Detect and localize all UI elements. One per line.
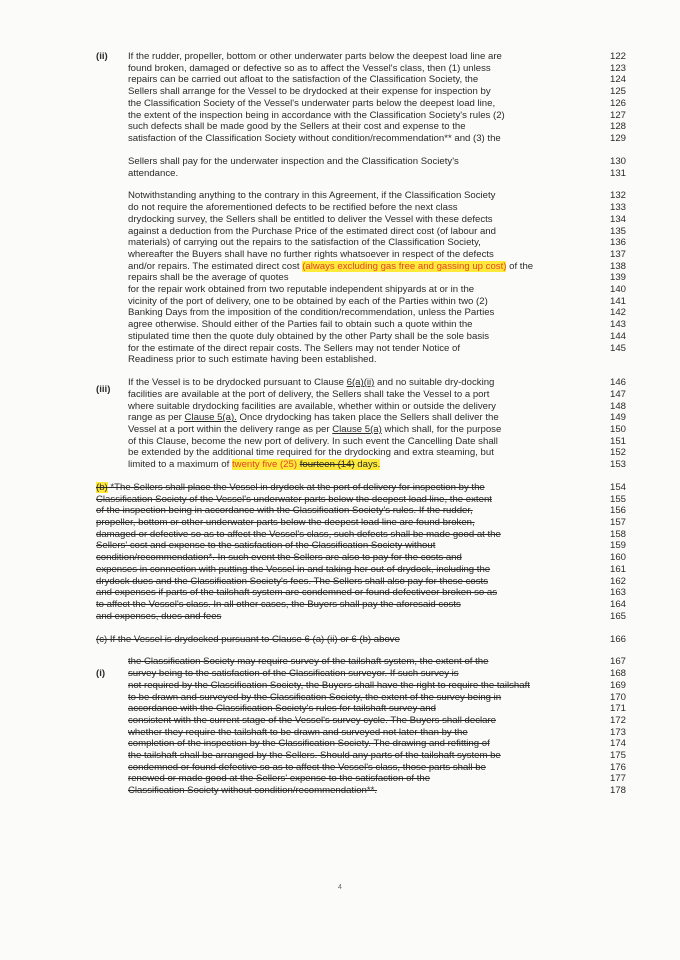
line-number: 148	[609, 400, 626, 412]
text-segment: against a deduction from the Purchase Price of the estimated direct cost (of labour and	[128, 225, 496, 237]
text-segment: of this Clause, become the new port of delivery. In such event the Cancelling Date shall	[128, 435, 498, 447]
text-line	[128, 459, 380, 471]
text-segment: not required by the Classification Society, the Buyers shall have the right to require the tailshaft	[128, 679, 530, 691]
line-number: 137	[609, 248, 626, 260]
text-segment: Sellers shall arrange for the Vessel to be drydocked at their expense for inspection by	[128, 86, 491, 98]
text-line	[96, 552, 462, 564]
text-segment: (c) If the Vessel is drydocked pursuant to Clause 6 (a) (ii) or 6 (b) above	[96, 633, 400, 645]
text-segment: and no suitable dry-docking	[374, 377, 495, 389]
text-segment: and expenses if parts of the tailshaft system are condemned or found defectiveor broken so as	[96, 587, 498, 599]
text-line	[128, 656, 488, 668]
text-segment: drydocking survey, the Sellers shall be entitled to deliver the Vessel with these defects	[128, 213, 493, 225]
text-segment: found broken, damaged or defective so as to affect the Vessel's class, then (1) unless	[128, 62, 491, 74]
text-segment: to be drawn and surveyed by the Classification Society, the extent of the survey being in	[128, 691, 502, 703]
text-segment: attendance.	[128, 167, 179, 179]
line-number: 172	[609, 714, 626, 726]
line-number: 128	[609, 121, 626, 133]
line-number: 160	[609, 552, 626, 564]
line-number: 178	[609, 785, 626, 797]
text-segment: to affect the Vessel's class. In all other cases, the Buyers shall pay the aforesaid costs	[96, 598, 461, 610]
text-segment: condemned or found defective so as to affect the Vessel's class, those parts shall be	[128, 761, 486, 773]
line-number: 145	[609, 342, 626, 354]
text-segment: whether they require the tailshaft to be drawn and surveyed not later than by the	[128, 726, 468, 738]
text-segment: (always excluding gas free and gassing up cost)	[302, 260, 507, 272]
line-number: 155	[609, 493, 626, 505]
text-line	[128, 202, 458, 214]
text-segment: Sellers shall pay for the underwater inspection and the Classification Society's	[128, 155, 459, 167]
text-segment: completion of the inspection by the Classification Society. The drawing and refitting of	[128, 738, 490, 750]
text-segment: for the repair work obtained from two reputable independent shipyards at or in the	[128, 284, 475, 295]
text-line	[128, 668, 459, 680]
text-line	[128, 133, 501, 145]
text-line	[96, 634, 400, 646]
line-number: 168	[609, 668, 626, 680]
line-number: 156	[609, 505, 626, 517]
text-line	[128, 692, 501, 704]
line-number: 157	[609, 517, 626, 528]
page-number: 4	[338, 884, 342, 891]
line-number: 169	[609, 679, 626, 691]
text-line	[96, 517, 475, 529]
line-number: 158	[609, 528, 626, 540]
text-segment: Vessel at a port within the delivery range as per	[128, 423, 333, 435]
line-number: 122	[609, 51, 626, 62]
line-number: 125	[609, 86, 626, 98]
text-segment: agree otherwise. Should either of the Parties fail to obtain such a quote within the	[128, 319, 473, 331]
text-line	[128, 401, 496, 413]
text-segment: satisfaction of the Classification Society without condition/recommendation** and (3) the	[128, 132, 501, 144]
text-segment: condition/recommendation*. In such event the Sellers are also to pay for the costs and	[96, 552, 462, 564]
text-segment: do not require the aforementioned defects to be rectified before the next class	[128, 202, 458, 214]
line-number: 146	[609, 377, 626, 389]
text-line	[128, 110, 505, 122]
text-segment: propeller, bottom or other underwater parts below the deepest load line are found broken,	[96, 517, 475, 528]
text-segment: If the Vessel is to be drydocked pursuant to Clause	[128, 377, 347, 389]
text-line	[128, 343, 460, 355]
text-segment: Sellers' cost and expense to the satisfaction of the Classification Society without	[96, 540, 436, 552]
text-segment: Readiness prior to such estimate having been established.	[128, 354, 377, 366]
line-number: 130	[609, 155, 626, 167]
line-number: 170	[609, 691, 626, 703]
text-segment: repairs can be carried out afloat to the satisfaction of the Classification Society, the	[128, 74, 479, 86]
line-number: 174	[609, 738, 626, 750]
line-number: 124	[609, 74, 626, 86]
clause-label: (ii)	[96, 51, 108, 62]
text-line	[96, 540, 435, 552]
text-line	[128, 424, 501, 436]
text-line	[128, 51, 502, 63]
line-number: 129	[609, 132, 626, 144]
line-number: 176	[609, 761, 626, 773]
text-line	[96, 505, 473, 517]
text-segment: Notwithstanding anything to the contrary in this Agreement, if the Classification Society	[128, 190, 496, 202]
text-line	[96, 611, 221, 623]
text-line	[128, 750, 501, 762]
text-line	[128, 214, 493, 226]
text-line	[128, 436, 498, 448]
text-line	[128, 412, 499, 424]
text-segment: days.	[354, 459, 381, 470]
text-line	[128, 190, 495, 202]
text-line	[128, 284, 474, 296]
text-line	[96, 576, 488, 588]
text-line	[128, 389, 489, 401]
line-number: 134	[609, 213, 626, 225]
text-segment: the Classification Society of the Vessel's underwater parts below the deepest load line,	[128, 97, 496, 109]
line-number: 171	[609, 703, 626, 715]
text-line	[128, 121, 466, 133]
text-line	[128, 703, 436, 715]
text-segment: where suitable drydocking facilities are available, whether within or outside the delivery	[128, 400, 496, 412]
text-line	[128, 447, 494, 459]
text-segment: and expenses, dues and fees	[96, 610, 222, 622]
text-line	[128, 773, 430, 785]
text-segment: facilities are available at the port of delivery, the Sellers shall take the Vessel to a port	[128, 388, 490, 400]
text-segment: 6(a)(ii)	[346, 377, 375, 389]
line-number: 135	[609, 225, 626, 237]
text-line	[128, 98, 495, 110]
text-line	[96, 482, 485, 494]
line-number: 144	[609, 330, 626, 342]
text-segment: which shall, for the purpose	[381, 423, 502, 435]
line-number: 153	[609, 459, 626, 470]
text-line	[128, 272, 289, 284]
line-number: 152	[609, 447, 626, 459]
line-number: 126	[609, 97, 626, 109]
line-number: 149	[609, 412, 626, 424]
line-number: 143	[609, 319, 626, 331]
line-number: 142	[609, 307, 626, 319]
line-number: 166	[609, 633, 626, 645]
text-line	[128, 249, 494, 261]
text-segment: of the inspection being in accordance with the Classification Society's rules. If the rudder,	[96, 505, 473, 517]
text-line	[128, 226, 496, 238]
text-segment: Banking Days from the imposition of the condition/recommendation, unless the Parties	[128, 307, 495, 319]
line-number: 132	[609, 190, 626, 202]
line-number: 164	[609, 598, 626, 610]
line-number: 162	[609, 575, 626, 587]
text-segment: such defects shall be made good by the Sellers at their cost and expense to the	[128, 121, 466, 133]
text-line	[128, 74, 478, 86]
text-line	[128, 237, 481, 249]
text-segment: repairs shall be the average of quotes	[128, 272, 289, 284]
text-segment: Classification Society without condition/recommendation**.	[128, 785, 378, 797]
text-line	[128, 377, 494, 389]
clause-label: (iii)	[96, 384, 111, 395]
text-line	[128, 307, 494, 319]
text-segment: Clause 5(a)	[332, 423, 382, 435]
text-segment: and/or repairs. The estimated direct cost	[128, 260, 303, 272]
text-segment: be extended by the additional time required for the drydocking and extra steaming, but	[128, 447, 494, 459]
text-segment: accordance with the Classification Society's rules for tailshaft survey and	[128, 703, 436, 715]
text-segment: Clause 5(a).	[184, 412, 237, 424]
text-segment: drydock dues and the Classification Society's fees. The Sellers shall also pay for these costs	[96, 575, 488, 587]
text-line	[128, 86, 491, 98]
text-segment: If the rudder, propeller, bottom or other underwater parts below the deepest load line are	[128, 51, 502, 62]
text-segment: damaged or defective so as to affect the Vessel's class, such defects shall be made good at the	[96, 528, 501, 540]
line-number: 136	[609, 237, 626, 249]
text-segment: survey being to the satisfaction of the Classification surveyor. If such survey is	[128, 668, 459, 680]
line-number: 127	[609, 109, 626, 121]
line-number: 165	[609, 610, 626, 622]
text-line	[128, 738, 490, 750]
text-segment: (b)	[96, 481, 108, 493]
text-segment: vicinity of the port of delivery, one to be obtained by each of the Parties within two (2)	[128, 295, 488, 307]
line-number: 123	[609, 62, 626, 74]
text-line	[96, 494, 492, 506]
text-line	[128, 63, 491, 75]
text-line	[96, 587, 497, 599]
text-segment: *The Sellers shall place the Vessel in drydock at the port of delivery for inspection by the	[107, 481, 485, 493]
line-number: 151	[609, 435, 626, 447]
text-segment: renewed or made good at the Sellers' expense to the satisfaction of the	[128, 773, 431, 785]
line-number: 163	[609, 587, 626, 599]
clause-label: (i)	[96, 668, 106, 679]
text-segment: the tailshaft shall be arranged by the Sellers. Should any parts of the tailshaft system be	[128, 750, 501, 761]
text-line	[128, 680, 530, 692]
line-number: 177	[609, 773, 626, 785]
text-segment: the Classification Society may require survey of the tailshaft system, the extent of the	[128, 656, 489, 668]
line-number: 154	[609, 481, 626, 493]
text-line	[128, 354, 377, 366]
text-segment: consistent with the current stage of the Vessel's survey cycle. The Buyers shall declare	[128, 714, 496, 726]
text-segment: fourteen (14)	[299, 459, 355, 470]
line-number: 133	[609, 202, 626, 214]
text-line	[96, 529, 501, 541]
line-number: 175	[609, 750, 626, 761]
text-line	[128, 319, 473, 331]
text-segment: limited to a maximum of	[128, 459, 232, 470]
text-line	[128, 762, 486, 774]
text-line	[128, 296, 488, 308]
line-number: 139	[609, 272, 626, 284]
line-number: 173	[609, 726, 626, 738]
text-segment: Once drydocking has taken place the Sellers shall deliver the	[236, 412, 499, 424]
text-segment: for the estimate of the direct repair costs. The Sellers may not tender Notice of	[128, 342, 461, 354]
line-number: 138	[609, 260, 626, 272]
text-segment: materials) of carrying out the repairs to the satisfaction of the Classification Society,	[128, 237, 481, 249]
line-number: 167	[609, 656, 626, 668]
text-segment: range as per	[128, 412, 185, 424]
text-line	[128, 331, 489, 343]
text-line	[96, 599, 461, 611]
line-number: 161	[609, 563, 626, 575]
line-number: 147	[609, 388, 626, 400]
line-number: 140	[609, 284, 626, 295]
text-segment: expenses in connection with putting the Vessel in and taking her out of drydock, including the	[96, 563, 491, 575]
text-line	[96, 564, 490, 576]
text-line	[128, 261, 533, 273]
line-number: 150	[609, 423, 626, 435]
text-line	[128, 156, 459, 168]
text-line	[128, 727, 468, 739]
text-segment: Classification Society of the Vessel's underwater parts below the deepest load line, the extent	[96, 493, 492, 505]
text-segment: twenty five (25)	[231, 459, 298, 470]
line-number: 141	[609, 295, 626, 307]
line-number: 131	[609, 167, 626, 179]
text-line	[128, 785, 377, 797]
text-segment: of the	[506, 260, 534, 272]
text-segment: whereafter the Buyers shall have no further rights whatsoever in respect of the defects	[128, 248, 494, 260]
text-line	[128, 168, 178, 180]
text-line	[128, 715, 496, 727]
line-number: 159	[609, 540, 626, 552]
text-segment: stipulated time then the quote duly obtained by the other Party shall be the sole basis	[128, 330, 490, 342]
text-segment: the extent of the inspection being in accordance with the Classification Society's rules (2)	[128, 109, 505, 121]
